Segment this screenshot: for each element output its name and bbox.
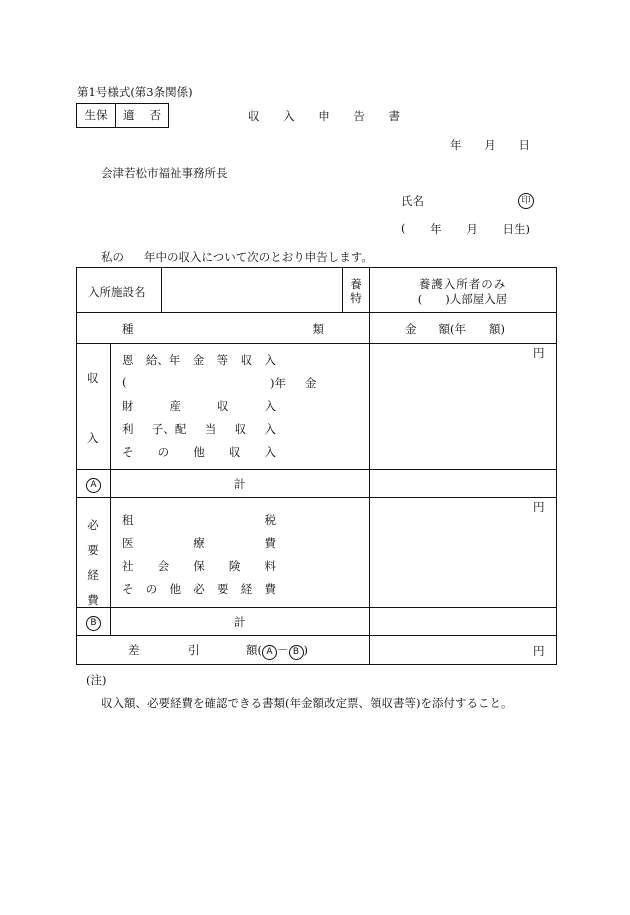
item-char: 産 (169, 399, 181, 413)
circled-b-icon: B (289, 645, 304, 660)
income-total-label: 計 (234, 477, 246, 491)
expenses-side-label (80, 517, 106, 608)
item-char: 利 (122, 422, 134, 436)
item-char: 他 (193, 445, 205, 459)
difference-label (128, 642, 320, 658)
difference-yen: 円 (533, 644, 545, 658)
date-year: 年 (450, 138, 462, 152)
expense-item-tax (122, 512, 276, 528)
seal-mark (518, 192, 534, 209)
difference-char: 差 (128, 643, 140, 657)
declaration-suffix: 年中の収入について次のとおり申告します。 (144, 250, 373, 264)
income-total-field[interactable] (370, 470, 556, 497)
difference-formula (246, 642, 308, 660)
birth-day: 日生) (502, 222, 530, 236)
difference-char: 引 (188, 643, 200, 657)
item-char: 費 (264, 582, 276, 596)
expenses-total-label: 計 (234, 615, 246, 629)
birth-date (401, 221, 530, 237)
name-label: 氏名 (401, 194, 424, 208)
item-char: そ (122, 445, 134, 459)
circled-a-icon: A (86, 478, 101, 493)
declaration (101, 249, 373, 265)
income-item-interest (122, 421, 276, 437)
expenses-yen: 円 (533, 500, 545, 514)
difference-amount-field[interactable] (370, 636, 556, 664)
item-char: 給、年 (145, 353, 181, 367)
expense-item-other (122, 581, 276, 597)
formula-close: ) (303, 643, 308, 657)
care-note-line1: 養護入所者のみ (418, 277, 507, 291)
item-char: 入 (264, 353, 276, 367)
item-char: 経 (240, 582, 253, 596)
income-side-label: 収 (87, 371, 99, 385)
item-char: ( (122, 375, 127, 389)
title-char: 申 (318, 109, 330, 123)
income-item-other-pension (122, 375, 318, 389)
item-char: 必 (193, 582, 205, 596)
item-char: )年 (270, 376, 286, 390)
item-char: 当 (204, 422, 217, 436)
item-char: の (157, 445, 170, 459)
document-title (248, 108, 400, 124)
item-char: 入 (264, 445, 276, 459)
birth-year: 年 (430, 222, 442, 236)
eligibility-value-2: 否 (149, 108, 161, 122)
item-char: 収 (217, 399, 229, 413)
item-char: 険 (228, 559, 241, 573)
item-char: 金 (305, 376, 317, 390)
item-char: 収 (240, 353, 253, 367)
amount-header-char: 金 (405, 322, 417, 336)
eligibility-label: 生保 (77, 104, 116, 127)
item-char: の (145, 582, 158, 596)
income-yen: 円 (533, 346, 545, 360)
income-item-pension (122, 352, 276, 368)
item-char: 子、配 (151, 422, 187, 436)
item-char: 保 (193, 559, 205, 573)
item-char: 療 (193, 536, 205, 550)
note-label: (注) (86, 673, 107, 687)
income-side-label: 入 (87, 431, 99, 445)
expenses-marker (86, 614, 101, 631)
amount-header-suffix: (年 額) (450, 322, 505, 336)
item-char: そ (122, 582, 134, 596)
title-char: 入 (283, 109, 295, 123)
item-char: 会 (157, 559, 170, 573)
item-char: 租 (122, 513, 134, 527)
title-char: 書 (388, 109, 400, 123)
amount-header (405, 321, 505, 337)
income-item-other (122, 444, 276, 460)
expense-item-medical (122, 535, 276, 551)
item-char: 収 (234, 422, 247, 436)
circled-a-icon: A (262, 645, 277, 660)
item-char: 料 (264, 559, 276, 573)
submission-date (450, 137, 530, 153)
difference-char: 額 (246, 643, 258, 657)
facility-kind (348, 277, 364, 305)
facility-kind-char: 養 (350, 277, 362, 291)
item-char: 税 (264, 513, 276, 527)
item-char: 費 (264, 536, 276, 550)
item-char: 入 (264, 422, 276, 436)
type-header-char: 類 (312, 322, 324, 336)
facility-name-field[interactable] (162, 268, 342, 312)
expenses-side-char: 必 (87, 518, 99, 532)
eligibility-value-1: 適 (123, 108, 135, 122)
item-char: 医 (122, 536, 134, 550)
amount-header-char: 額 (438, 322, 450, 336)
formula-minus: － (277, 643, 289, 657)
declaration-prefix: 私の (101, 250, 124, 264)
expense-item-insurance (122, 558, 276, 574)
type-header (122, 321, 324, 337)
item-char: 金 (192, 353, 205, 367)
note-text: 収入額、必要経費を確認できる書類(年金額改定票、領収書等)を添付すること。 (101, 696, 513, 710)
addressee: 会津若松市福祉事務所長 (101, 166, 228, 180)
formula-open: ( (257, 643, 262, 657)
expenses-total-field[interactable] (370, 608, 556, 635)
title-char: 告 (353, 109, 365, 123)
date-month: 月 (484, 138, 496, 152)
expenses-amount-field[interactable] (370, 498, 556, 607)
eligibility-box (76, 103, 169, 128)
income-amount-field[interactable] (370, 344, 556, 469)
income-marker (86, 476, 101, 493)
item-char: 要 (217, 582, 229, 596)
date-day: 日 (518, 138, 530, 152)
type-header-char: 種 (122, 322, 134, 336)
expenses-side-char: 費 (87, 593, 99, 607)
item-char: 社 (122, 559, 134, 573)
item-char: 他 (169, 582, 181, 596)
care-note-line2: ( )人部屋入居 (417, 292, 508, 306)
form-number: 第1号様式(第3条関係) (77, 85, 193, 99)
circled-b-icon: B (86, 616, 101, 631)
birth-open: ( (401, 221, 406, 235)
item-char: 等 (216, 353, 229, 367)
facility-label: 入所施設名 (88, 285, 146, 299)
item-char: 入 (264, 399, 276, 413)
income-item-property (122, 398, 276, 414)
birth-month: 月 (466, 222, 478, 236)
expenses-side-char: 要 (87, 543, 99, 557)
item-char: 収 (228, 445, 241, 459)
seal-icon: 印 (518, 193, 534, 209)
facility-kind-char: 特 (350, 291, 362, 305)
eligibility-values (123, 104, 161, 127)
item-char: 恩 (122, 353, 134, 367)
item-char: 財 (122, 399, 134, 413)
title-char: 収 (248, 109, 260, 123)
expenses-side-char: 経 (87, 568, 99, 582)
